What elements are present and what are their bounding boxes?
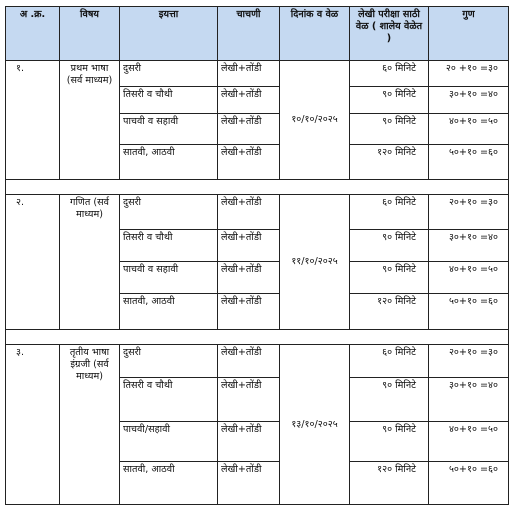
time-cell: ६० मिनिटे bbox=[350, 61, 429, 87]
marks-cell: ५०+१० =६० bbox=[429, 462, 509, 505]
test-cell: लेखी+तोंडी bbox=[218, 294, 280, 330]
grade-cell: पाचवी व सहावी bbox=[120, 114, 218, 145]
header-grade: इयत्ता bbox=[120, 7, 218, 61]
serial-cell: २. bbox=[6, 195, 60, 330]
test-cell: लेखी+तोंडी bbox=[218, 345, 280, 378]
test-cell: लेखी+तोंडी bbox=[218, 145, 280, 180]
marks-cell: ३०+१० =४० bbox=[429, 87, 509, 114]
grade-cell: तिसरी व चौथी bbox=[120, 230, 218, 262]
test-cell: लेखी+तोंडी bbox=[218, 114, 280, 145]
header-written-time: लेखी परीक्षा साठी वेळ ( शालेय वेळेत ) bbox=[350, 7, 429, 61]
grade-cell: तिसरी व चौथी bbox=[120, 378, 218, 422]
time-cell: १२० मिनिटे bbox=[350, 294, 429, 330]
table-row bbox=[6, 345, 509, 378]
time-cell: ६० मिनिटे bbox=[350, 195, 429, 230]
time-cell: ९० मिनिटे bbox=[350, 114, 429, 145]
marks-cell: ३०+१० =४० bbox=[429, 230, 509, 262]
exam-schedule-table bbox=[5, 6, 509, 505]
serial-cell: १. bbox=[6, 61, 60, 180]
date-cell: ११/१०/२०२५ bbox=[280, 195, 350, 330]
marks-cell: ४०+१० =५० bbox=[429, 114, 509, 145]
grade-cell: सातवी, आठवी bbox=[120, 145, 218, 180]
subject-cell: तृतीय भाषा इंग्रजी (सर्व माध्यम) bbox=[60, 345, 120, 505]
header-test: चाचणी bbox=[218, 7, 280, 61]
test-cell: लेखी+तोंडी bbox=[218, 61, 280, 87]
test-cell: लेखी+तोंडी bbox=[218, 195, 280, 230]
test-cell: लेखी+तोंडी bbox=[218, 422, 280, 462]
marks-cell: ४०+१० =५० bbox=[429, 422, 509, 462]
serial-cell: ३. bbox=[6, 345, 60, 505]
test-cell: लेखी+तोंडी bbox=[218, 378, 280, 422]
time-cell: ९० मिनिटे bbox=[350, 87, 429, 114]
grade-cell: दुसरी bbox=[120, 345, 218, 378]
marks-cell: २० +१० =३० bbox=[429, 61, 509, 87]
test-cell: लेखी+तोंडी bbox=[218, 262, 280, 294]
grade-cell: दुसरी bbox=[120, 61, 218, 87]
subject-cell: गणित (सर्व माध्यम) bbox=[60, 195, 120, 330]
grade-cell: पाचवी/सहावी bbox=[120, 422, 218, 462]
cropped-text-fragment bbox=[50, 513, 410, 519]
time-cell: ९० मिनिटे bbox=[350, 422, 429, 462]
time-cell: १२० मिनिटे bbox=[350, 462, 429, 505]
marks-cell: ५०+१० =६० bbox=[429, 145, 509, 180]
table-row bbox=[6, 61, 509, 87]
header-subject: विषय bbox=[60, 7, 120, 61]
time-cell: ९० मिनिटे bbox=[350, 230, 429, 262]
date-cell: १०/१०/२०२५ bbox=[280, 61, 350, 180]
grade-cell: दुसरी bbox=[120, 195, 218, 230]
time-cell: १२० मिनिटे bbox=[350, 145, 429, 180]
time-cell: ६० मिनिटे bbox=[350, 345, 429, 378]
marks-cell: ५०+१० =६० bbox=[429, 294, 509, 330]
grade-cell: सातवी, आठवी bbox=[120, 462, 218, 505]
marks-cell: २०+१० =३० bbox=[429, 195, 509, 230]
test-cell: लेखी+तोंडी bbox=[218, 462, 280, 505]
grade-cell: तिसरी व चौथी bbox=[120, 87, 218, 114]
table-row bbox=[6, 195, 509, 230]
subject-cell: प्रथम भाषा (सर्व माध्यम) bbox=[60, 61, 120, 180]
test-cell: लेखी+तोंडी bbox=[218, 230, 280, 262]
marks-cell: २०+१० =३० bbox=[429, 345, 509, 378]
header-marks: गुण bbox=[429, 7, 509, 61]
marks-cell: ४०+१० =५० bbox=[429, 262, 509, 294]
separator-row bbox=[6, 330, 509, 345]
header-row bbox=[6, 7, 509, 61]
time-cell: ९० मिनिटे bbox=[350, 378, 429, 422]
marks-cell: ३०+१० =४० bbox=[429, 378, 509, 422]
header-serial: अ .क्र. bbox=[6, 7, 60, 61]
separator-row bbox=[6, 180, 509, 195]
grade-cell: सातवी, आठवी bbox=[120, 294, 218, 330]
grade-cell: पाचवी व सहावी bbox=[120, 262, 218, 294]
date-cell: १३/१०/२०२५ bbox=[280, 345, 350, 505]
test-cell: लेखी+तोंडी bbox=[218, 87, 280, 114]
header-date-time: दिनांक व वेळ bbox=[280, 7, 350, 61]
time-cell: ९० मिनिटे bbox=[350, 262, 429, 294]
